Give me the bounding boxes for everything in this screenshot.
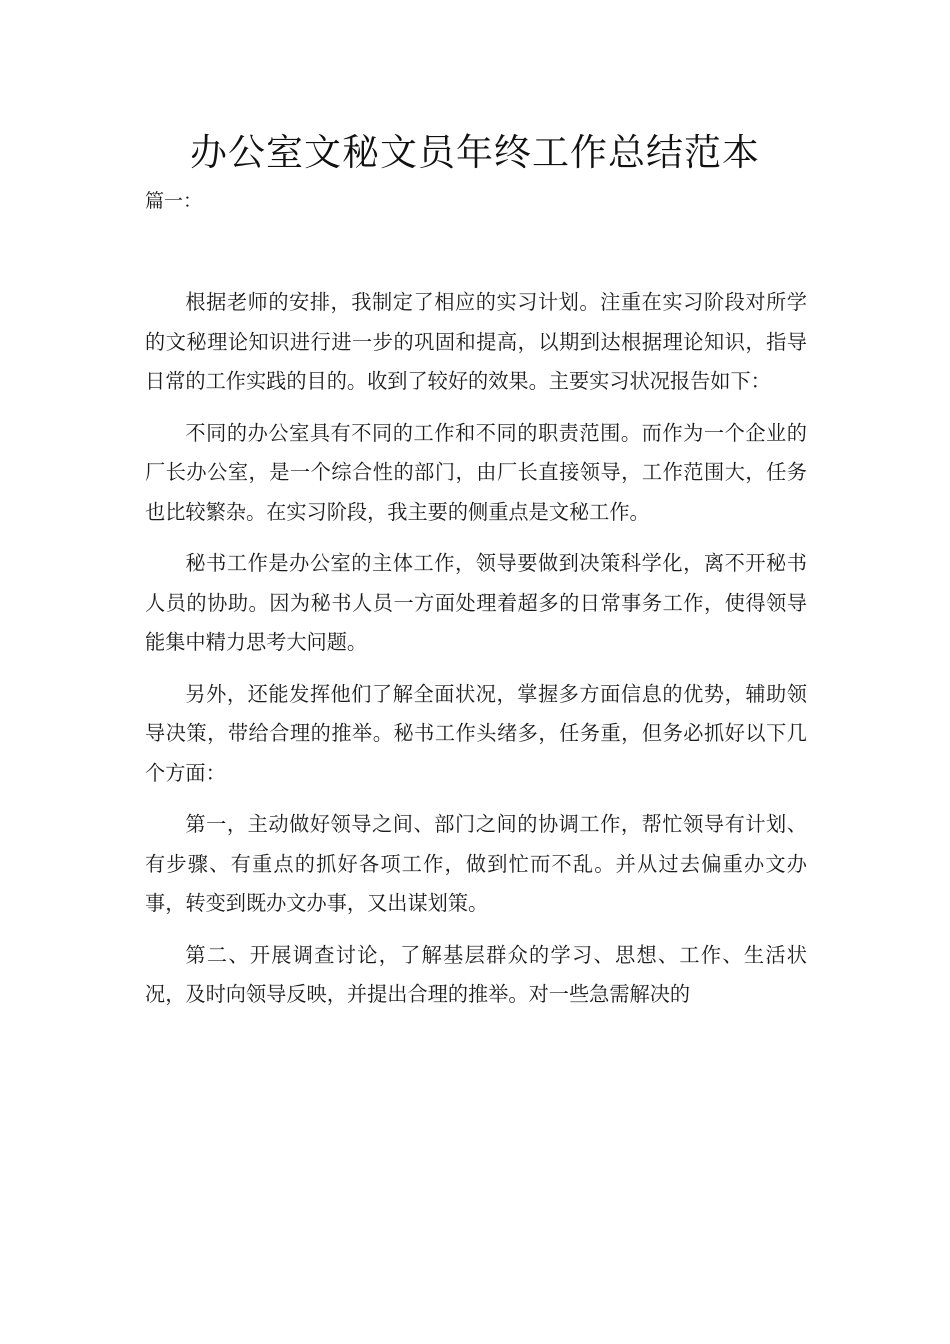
- document-body: [145, 283, 807, 1015]
- paragraph-2: 不同的办公室具有不同的工作和不同的职责范围。而作为一个企业的厂长办公室，是一个综合性的部门，由厂长直接领导，工作范围大，任务也比较繁杂。在实习阶段，我主要的侧重点是文秘工作。: [145, 420, 807, 524]
- paragraph-1: 根据老师的安排，我制定了相应的实习计划。注重在实习阶段对所学的文秘理论知识进行进一步的巩固和提高，以期到达根据理论知识，指导日常的工作实践的目的。收到了较好的效果。主要实习状况报告如下：: [145, 290, 807, 393]
- paragraph-6: 第二、开展调查讨论，了解基层群众的学习、思想、工作、生活状况，及时向领导反映，并提出合理的推举。对一些急需解决的: [145, 942, 807, 1006]
- paragraph-4: 另外，还能发挥他们了解全面状况，掌握多方面信息的优势，辅助领导决策，带给合理的推举。秘书工作头绪多，任务重，但务必抓好以下几个方面：: [145, 681, 807, 785]
- paragraph-5: 第一，主动做好领导之间、部门之间的协调工作，帮忙领导有计划、有步骤、有重点的抓好各项工作，做到忙而不乱。并从过去偏重办文办事，转变到既办文办事，又出谋划策。: [145, 812, 807, 915]
- paragraph-3: 秘书工作是办公室的主体工作，领导要做到决策科学化，离不开秘书人员的协助。因为秘书人员一方面处理着超多的日常事务工作，使得领导能集中精力思考大问题。: [145, 551, 807, 654]
- document-title: 办公室文秘文员年终工作总结范本: [190, 131, 760, 174]
- section-label: 篇一：: [145, 190, 203, 212]
